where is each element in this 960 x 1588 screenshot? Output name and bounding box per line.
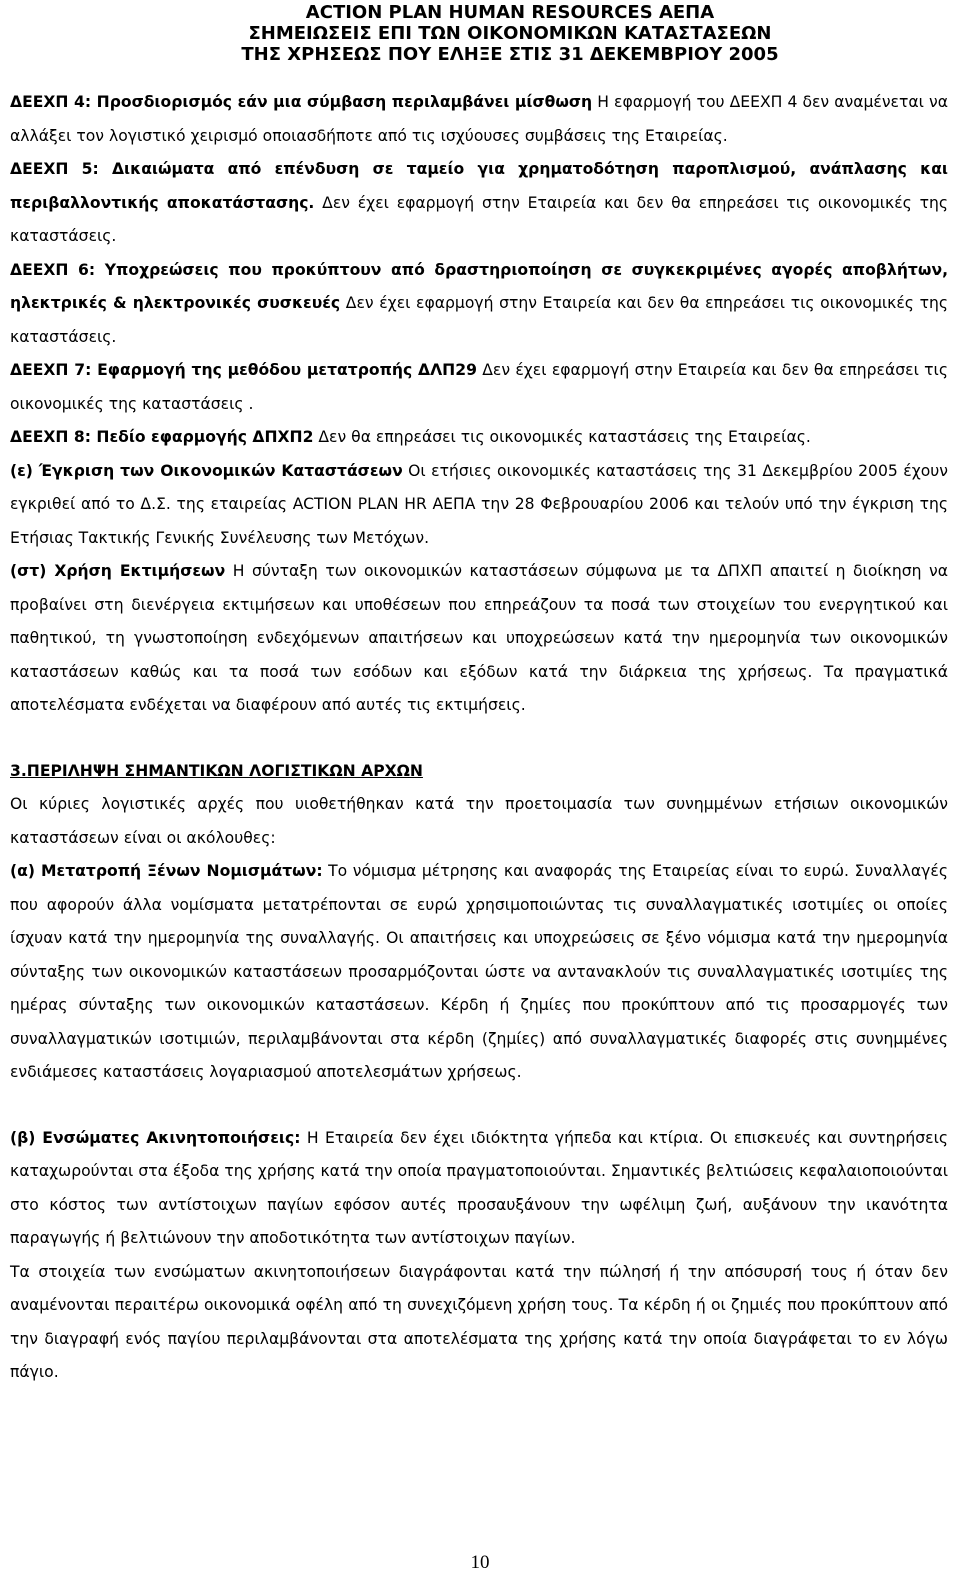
- header-line-3: ΤΗΣ ΧΡΗΣΕΩΣ ΠΟΥ ΕΛΗΞΕ ΣΤΙΣ 31 ΔΕΚΕΜΒΡΙΟΥ 2005: [241, 44, 779, 65]
- header-line-1: ACTION PLAN HUMAN RESOURCES ΑΕΠΑ: [305, 2, 715, 23]
- paragraph-fixed-assets: [10, 1122, 948, 1256]
- section-3-title: 3.ΠΕΡΙΛΗΨΗ ΣΗΜΑΝΤΙΚΩΝ ΛΟΓΙΣΤΙΚΩΝ ΑΡΧΩΝ: [10, 761, 423, 780]
- paragraph-text: Δεν έχει εφαρμογή στην Εταιρεία και δεν θα επηρεάσει τις οικονομικές της καταστάσεις.: [10, 294, 948, 346]
- section-title: [10, 755, 948, 789]
- document-body: [10, 86, 948, 1390]
- paragraph-heading: ΔΕΕΧΠ 5: Δικαιώματα από επένδυση σε ταμείο για χρηματοδότηση παροπλισμού, ανάπλασης και περιβαλλοντικής αποκατάστασης.: [10, 160, 948, 212]
- paragraph-heading: ΔΕΕΧΠ 4: Προσδιορισμός εάν μια σύμβαση περιλαμβάνει μίσθωση: [10, 93, 593, 111]
- paragraph-deexp4: [10, 86, 948, 153]
- paragraph-heading: (στ) Χρήση Εκτιμήσεων: [10, 562, 226, 580]
- paragraph-deexp7: [10, 354, 948, 421]
- paragraph-deexp8: [10, 421, 948, 455]
- paragraph-heading: ΔΕΕΧΠ 8: Πεδίο εφαρμογής ΔΠΧΠ2: [10, 428, 314, 446]
- paragraph-text: Δεν θα επηρεάσει τις οικονομικές καταστάσεις της Εταιρείας.: [313, 428, 811, 446]
- document-header: [0, 0, 960, 65]
- paragraph-text: Δεν έχει εφαρμογή στην Εταιρεία και δεν θα επηρεάσει τις οικονομικές της καταστάσεις.: [10, 193, 948, 245]
- paragraph-text: Οι ετήσιες οικονομικές καταστάσεις της 31 Δεκεμβρίου 2005 έχουν εγκριθεί από το Δ.Σ. της εταιρείας ACTION PLAN HR ΑΕΠΑ την 28 Φεβρουαρίου 2006 και τελούν υπό την έγκριση της Ετήσιας Τακτικής Γενικής Συνέλευσης των Μετόχων.: [10, 461, 948, 547]
- paragraph-heading: ΔΕΕΧΠ 6: Υποχρεώσεις που προκύπτουν από δραστηριοποίηση σε συγκεκριμένες αγορές αποβλήτων, ηλεκτρικές & ηλεκτρονικές συσκευές: [10, 260, 948, 312]
- paragraph-fixed-assets-disposal: Τα στοιχεία των ενσώματων ακινητοποιήσεων διαγράφονται κατά την πώλησή ή την απόσυρσή τους ή όταν δεν αναμένονται περαιτέρω οικονομικά οφέλη από τη συνεχιζόμενη χρήση τους. Τα κέρδη ή οι ζημιές που προκύπτουν από την διαγραφή ενός παγίου περιλαμβάνονται στα αποτελέσματα της χρήσης κατά την οποία διαγράφεται το εν λόγω πάγιο.: [10, 1262, 948, 1381]
- paragraph-heading: ΔΕΕΧΠ 7: Εφαρμογή της μεθόδου μετατροπής ΔΛΠ29: [10, 361, 477, 379]
- paragraph-approval: [10, 455, 948, 556]
- paragraph-deexp5: [10, 153, 948, 254]
- paragraph-text: Η Εταιρεία δεν έχει ιδιόκτητα γήπεδα και κτίρια. Οι επισκευές και συντηρήσεις καταχωρούνται στα έξοδα της χρήσης κατά την οποία πραγματοποιούνται. Σημαντικές βελτιώσεις κεφαλαιοποιούνται στο κόστος των αντίστοιχων παγίων εφόσον αυτές προσαυξάνουν την ωφέλιμη ζωή, αυξάνουν την ικανότητα παραγωγής ή βελτιώνουν την αποδοτικότητα των αντίστοιχων παγίων.: [10, 1128, 948, 1247]
- paragraph-heading: (α) Μετατροπή Ξένων Νομισμάτων:: [10, 862, 323, 880]
- page-number: 10: [470, 1552, 490, 1573]
- paragraph-text: Η σύνταξη των οικονομικών καταστάσεων σύμφωνα με τα ΔΠΧΠ απαιτεί η διοίκηση να προβαίνει στη διενέργεια εκτιμήσεων και υποθέσεων που επηρεάζουν τα ποσά των στοιχείων του ενεργητικού και παθητικού, τη γνωστοποίηση ενδεχόμενων απαιτήσεων και υποχρεώσεων κατά την ημερομηνία των οικονομικών καταστάσεων καθώς και τα ποσά των εσόδων και εξόδων κατά την διάρκεια της χρήσεως. Τα πραγματικά αποτελέσματα ενδέχεται να διαφέρουν από αυτές τις εκτιμήσεις.: [10, 562, 948, 714]
- spacer: [10, 1090, 948, 1122]
- paragraph-foreign-currency: [10, 855, 948, 1090]
- paragraph-heading: (β) Ενσώματες Ακινητοποιήσεις:: [10, 1128, 301, 1147]
- header-line-2: ΣΗΜΕΙΩΣΕΙΣ ΕΠΙ ΤΩΝ ΟΙΚΟΝΟΜΙΚΩΝ ΚΑΤΑΣΤΑΣΕΩΝ: [248, 23, 772, 44]
- paragraph-text: Το νόμισμα μέτρησης και αναφοράς της Εταιρείας είναι το ευρώ. Συναλλαγές που αφορούν άλλα νομίσματα μετατρέπονται σε ευρώ χρησιμοποιώντας τις συναλλαγματικές ισοτιμίες οι οποίες ίσχυαν κατά την ημερομηνία της συναλλαγής. Οι απαιτήσεις και υποχρεώσεις σε ξένο νόμισμα κατά την ημερομηνία σύνταξης των οικονομικών καταστάσεων προσαρμόζονται ώστε να αντανακλούν τις συναλλαγματικές ισοτιμίες της ημέρας σύνταξης των οικονομικών καταστάσεων. Κέρδη ή ζημίες που προκύπτουν από τις προσαρμογές των συναλλαγματικών ισοτιμιών, περιλαμβάνονται στα κέρδη (ζημίες) από συναλλαγματικές διαφορές στις συνημμένες ενδιάμεσες καταστάσεις λογαριασμού αποτελεσμάτων χρήσεως.: [10, 862, 948, 1081]
- paragraph-deexp6: [10, 254, 948, 355]
- paragraph-heading: (ε) Έγκριση των Οικονομικών Καταστάσεων: [10, 461, 403, 480]
- section-intro: Οι κύριες λογιστικές αρχές που υιοθετήθηκαν κατά την προετοιμασία των συνημμένων ετήσιων οικονομικών καταστάσεων είναι οι ακόλουθες:: [10, 795, 948, 847]
- paragraph-text: Δεν έχει εφαρμογή στην Εταιρεία και δεν θα επηρεάσει τις οικονομικές της καταστάσεις .: [10, 361, 948, 413]
- paragraph-text: Η εφαρμογή του ΔΕΕΧΠ 4 δεν αναμένεται να αλλάξει τον λογιστικό χειρισμό οποιασδήποτε από τις ισχύουσες συμβάσεις της Εταιρείας.: [10, 93, 948, 145]
- paragraph-estimates: [10, 555, 948, 723]
